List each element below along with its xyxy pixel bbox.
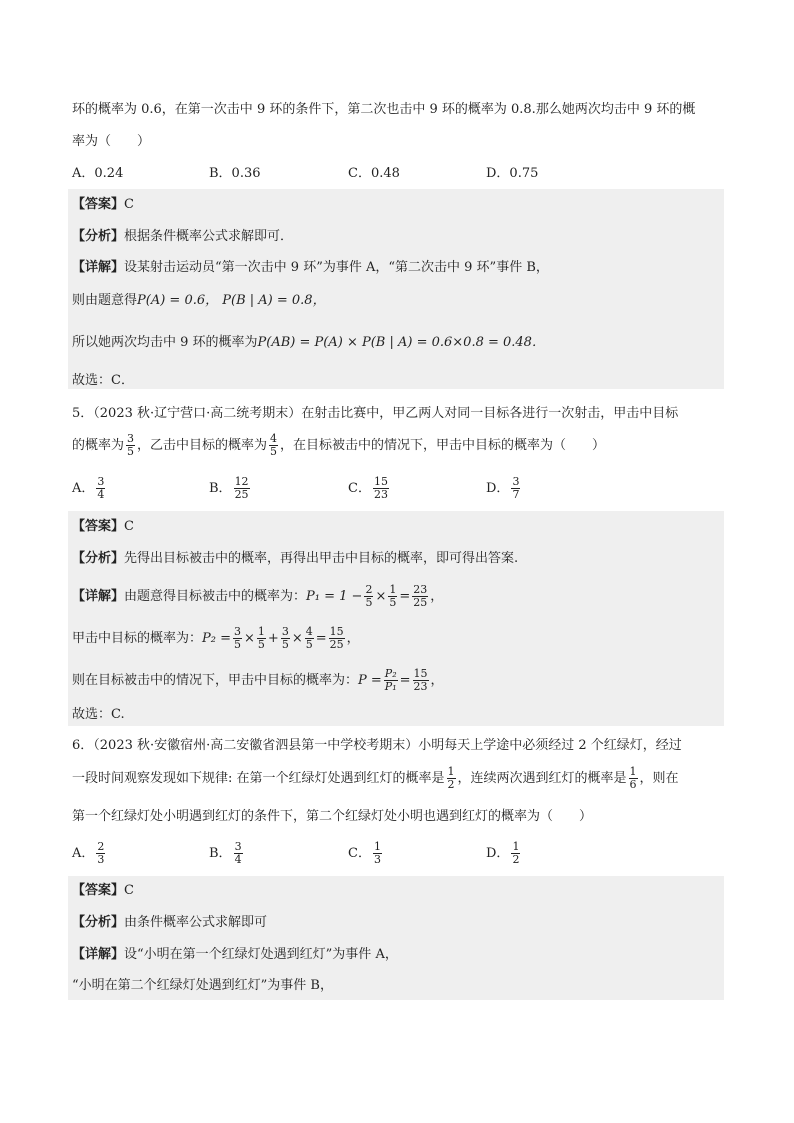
q4-detail-line2: 则由题意得P(A) = 0.6， P(B | A) = 0.8， <box>72 293 326 308</box>
q4-answer: 【答案】C <box>72 197 134 212</box>
q4-analysis: 【分析】根据条件概率公式求解即可． <box>72 229 294 244</box>
q5-fraction-a: $\frac{3}{5}$ <box>127 432 135 458</box>
q5-analysis: 【分析】先得出目标被击中的概率，再得出甲击中目标的概率，即可得出答案. <box>72 551 519 566</box>
q5-detail-line1: 【详解】由题意得目标被击中的概率为：P₁ = 1 − $\frac{2}{5}$ × $\frac{1}{5}$ = $\frac{23}{25}$ ， <box>72 583 444 609</box>
q5-choose: 故选：C. <box>72 707 125 722</box>
q6-detail-line1: 【详解】设“小明在第一个红绿灯处遇到红灯”为事件 A， <box>72 947 398 962</box>
q4-option-b: B．0.36 <box>209 166 261 181</box>
q4-option-a: A．0.24 <box>72 166 124 181</box>
q4-detail-line3: 所以她两次均击中 9 环的概率为P(AB) = P(A) × P(B | A) = 0.6×0.8 = 0.48． <box>72 335 545 350</box>
q5-stem-line1: 5．（2023 秋·辽宁营口·高二统考期末）在射击比赛中，甲乙两人对同一目标各进行一次射击，甲击中目标 <box>72 406 679 421</box>
q5-option-d: D． $\frac{3}{7}$ <box>486 475 520 501</box>
q6-detail-line2: “小明在第二个红绿灯处遇到红灯”为事件 B， <box>72 978 333 993</box>
q6-answer: 【答案】C <box>72 883 134 898</box>
q5-answer: 【答案】C <box>72 519 134 534</box>
q6-stem-line3: 第一个红绿灯处小明遇到红灯的条件下，第二个红绿灯处小明也遇到红灯的概率为（ ） <box>72 809 593 824</box>
q4-option-d: D．0.75 <box>486 166 539 181</box>
q5-option-b: B． $\frac{12}{25}$ <box>209 475 249 501</box>
q6-stem-line1: 6．（2023 秋·安徽宿州·高二安徽省泗县第一中学校考期末）小明每天上学途中必须经过 2 个红绿灯，经过 <box>72 738 682 753</box>
q4-solution-block <box>68 189 724 389</box>
q4-detail-line1: 【详解】设某射击运动员“第一次击中 9 环”为事件 A，“第二次击中 9 环”事件 B， <box>72 260 549 275</box>
q6-option-a: A． $\frac{2}{3}$ <box>72 840 105 866</box>
q6-analysis: 【分析】由条件概率公式求解即可 <box>72 915 268 930</box>
q4-stem-line1: 环的概率为 0.6，在第一次击中 9 环的条件下，第二次也击中 9 环的概率为 0.8.那么她两次均击中 9 环的概 <box>72 102 696 117</box>
q5-detail-line3: 则在目标被击中的情况下，甲击中目标的概率为：P = $\frac{\text{P₂}}{\text{P₁}}$ = $\frac{15}{23}$ ， <box>72 667 444 693</box>
q5-solution-block <box>68 511 724 726</box>
q6-option-d: D． $\frac{1}{2}$ <box>486 840 520 866</box>
q4-option-c: C．0.48 <box>348 166 400 181</box>
q5-detail-line2: 甲击中目标的概率为：P₂ = $\frac{3}{5}$ × $\frac{1}{5}$ + $\frac{3}{5}$ × $\frac{4}{5}$ = $\frac{15}{25}$ ， <box>72 625 360 651</box>
q4-stem-line2: 率为（ ） <box>72 134 151 149</box>
q5-stem-line2: 的概率为 $\frac{3}{5}$ ，乙击中目标的概率为 $\frac{4}{5}$ ，在目标被击中的情况下，甲击中目标的概率为（ ） <box>72 432 606 458</box>
q6-option-c: C． $\frac{1}{3}$ <box>348 840 381 866</box>
q5-option-a: A． $\frac{3}{4}$ <box>72 475 105 501</box>
q5-option-c: C． $\frac{15}{23}$ <box>348 475 388 501</box>
q4-choose: 故选：C． <box>72 373 134 388</box>
q5-fraction-b: $\frac{4}{5}$ <box>270 432 278 458</box>
q6-stem-line2: 一段时间观察发现如下规律: 在第一个红绿灯处遇到红灯的概率是 $\frac{1}{2}$ ，连续两次遇到红灯的概率是 $\frac{1}{6}$ ，则在 <box>72 765 679 791</box>
q6-option-b: B． $\frac{3}{4}$ <box>209 840 242 866</box>
